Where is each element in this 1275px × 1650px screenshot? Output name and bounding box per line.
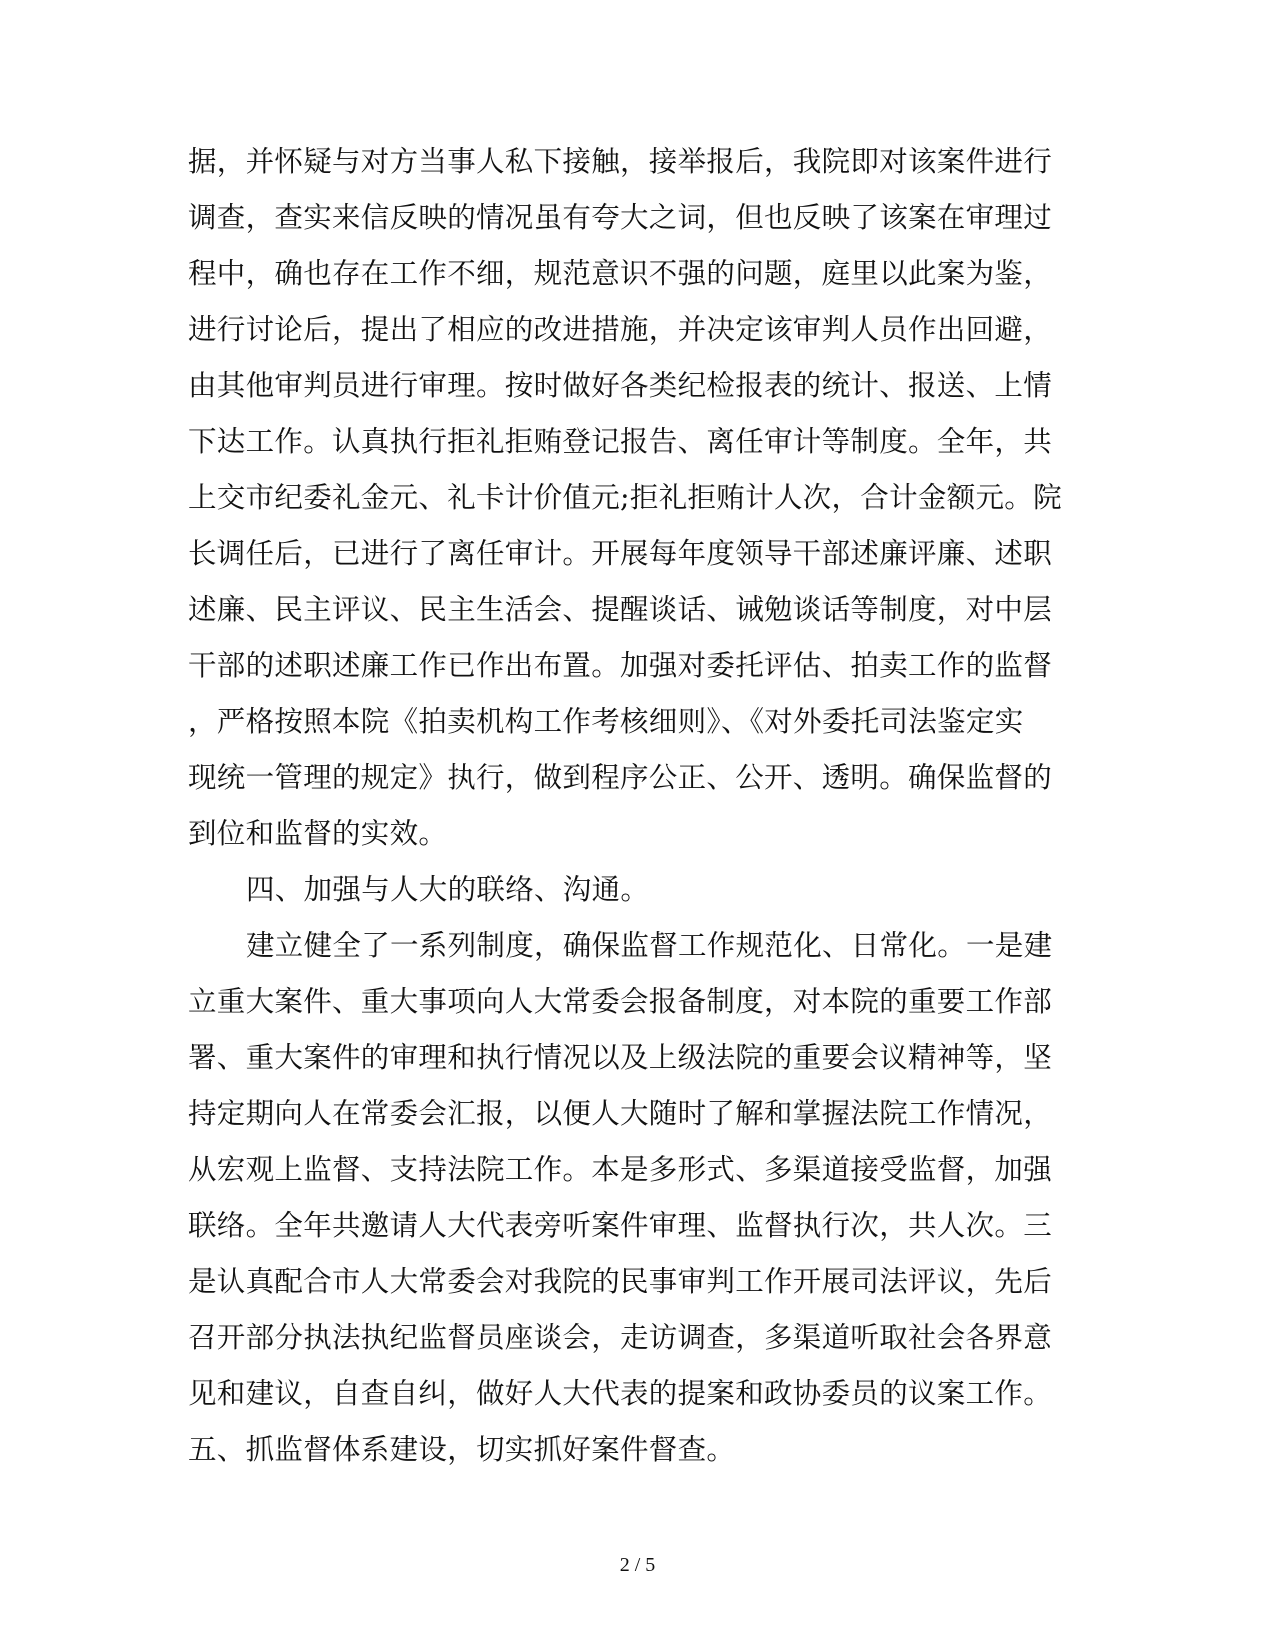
text-line: 下达工作。认真执行拒礼拒贿登记报告、离任审计等制度。全年，共: [188, 425, 1053, 458]
text-line: 到位和监督的实效。: [188, 817, 448, 850]
text-line: 上交市纪委礼金元、礼卡计价值元;拒礼拒贿计人次，合计金额元。院: [188, 481, 1062, 514]
section-heading: 五、抓监督体系建设，切实抓好案件督查。: [188, 1433, 736, 1466]
text-line: 现统一管理的规定》执行，做到程序公正、公开、透明。确保监督的: [188, 761, 1053, 794]
text-line: 署、重大案件的审理和执行情况以及上级法院的重要会议精神等，坚: [188, 1041, 1053, 1074]
text-line: 联络。全年共邀请人大代表旁听案件审理、监督执行次，共人次。三: [188, 1209, 1053, 1242]
text-line: 建立健全了一系列制度，确保监督工作规范化、日常化。一是建: [246, 929, 1053, 962]
text-line: 由其他审判员进行审理。按时做好各类纪检报表的统计、报送、上情: [188, 369, 1053, 402]
text-line: 程中，确也存在工作不细，规范意识不强的问题，庭里以此案为鉴，: [188, 257, 1053, 290]
text-line: 述廉、民主评议、民主生活会、提醒谈话、诫勉谈话等制度，对中层: [188, 593, 1053, 626]
text-line: 立重大案件、重大事项向人大常委会报备制度，对本院的重要工作部: [188, 985, 1053, 1018]
text-line: 见和建议，自查自纠，做好人大代表的提案和政协委员的议案工作。: [188, 1377, 1053, 1410]
text-line: 长调任后，已进行了离任审计。开展每年度领导干部述廉评廉、述职: [188, 537, 1053, 570]
section-heading: 四、加强与人大的联络、沟通。: [246, 873, 650, 906]
page-number: 2 / 5: [619, 1554, 656, 1576]
text-line: 从宏观上监督、支持法院工作。本是多形式、多渠道接受监督，加强: [188, 1153, 1053, 1186]
text-line: ，严格按照本院《拍卖机构工作考核细则》、《对外委托司法鉴定实: [188, 705, 1024, 738]
text-line: 据，并怀疑与对方当事人私下接触，接举报后，我院即对该案件进行: [188, 145, 1053, 178]
text-line: 干部的述职述廉工作已作出布置。加强对委托评估、拍卖工作的监督: [188, 649, 1053, 682]
text-line: 进行讨论后，提出了相应的改进措施，并决定该审判人员作出回避，: [188, 313, 1053, 346]
text-line: 是认真配合市人大常委会对我院的民事审判工作开展司法评议，先后: [188, 1265, 1053, 1298]
text-line: 调查，查实来信反映的情况虽有夸大之词，但也反映了该案在审理过: [188, 201, 1053, 234]
text-line: 持定期向人在常委会汇报，以便人大随时了解和掌握法院工作情况，: [188, 1097, 1053, 1130]
text-line: 召开部分执法执纪监督员座谈会，走访调查，多渠道听取社会各界意: [188, 1321, 1053, 1354]
